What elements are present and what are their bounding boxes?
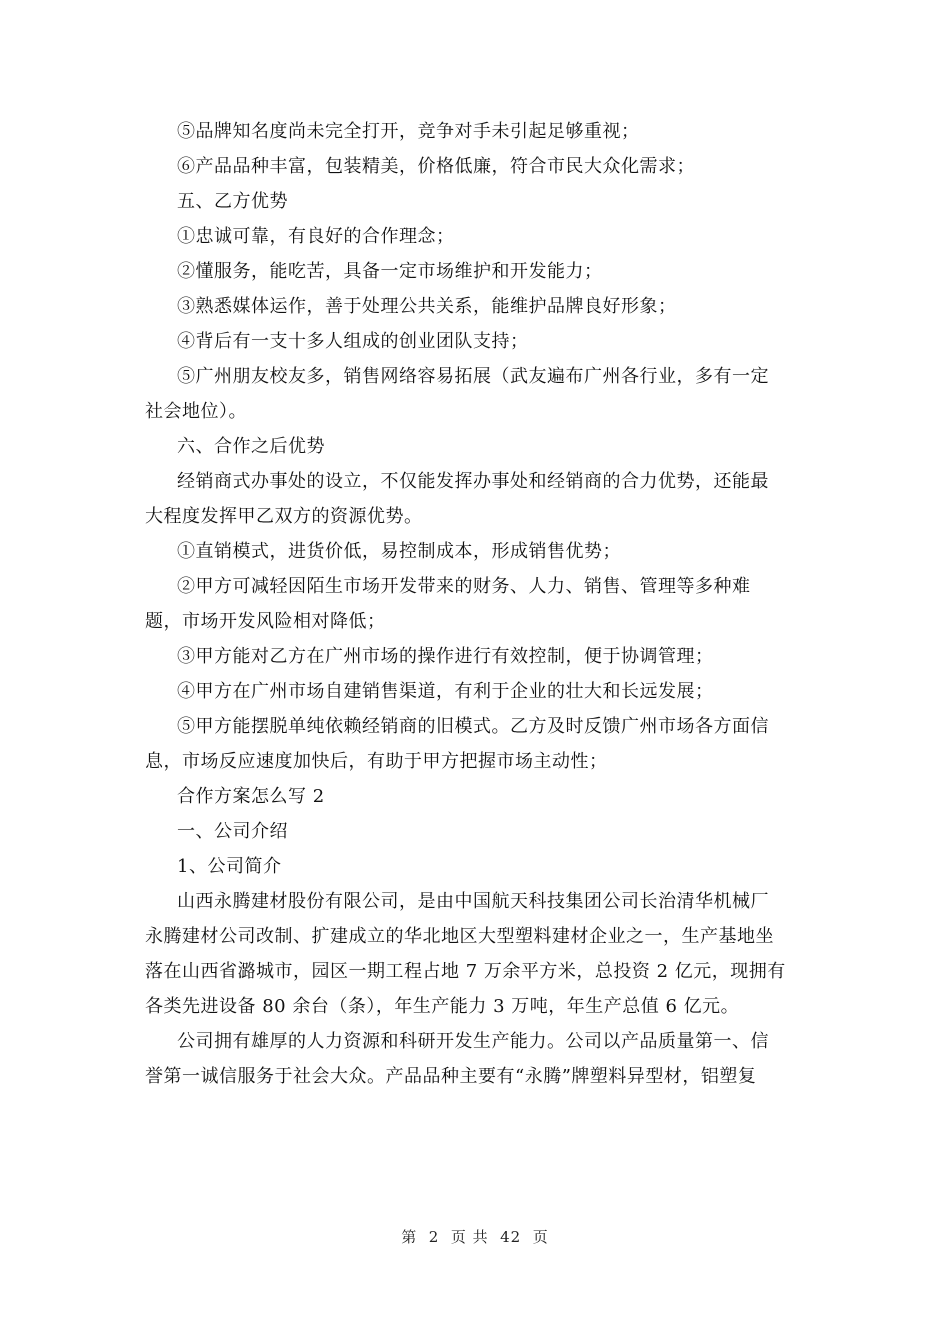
text-line: 大程度发挥甲乙双方的资源优势。 xyxy=(145,506,423,527)
text-line: 题，市场开发风险相对降低； xyxy=(145,611,386,632)
text-line: ①直销模式，进货价低，易控制成本，形成销售优势； xyxy=(177,541,621,562)
text-line: ①忠诚可靠，有良好的合作理念； xyxy=(177,226,455,247)
text-line: 永腾建材公司改制、扩建成立的华北地区大型塑料建材企业之一，生产基地坐 xyxy=(145,926,774,947)
text-line: ⑤品牌知名度尚未完全打开，竞争对手未引起足够重视； xyxy=(177,121,640,142)
text-line: 落在山西省潞城市，园区一期工程占地 7 万余平方米，总投资 2 亿元，现拥有 xyxy=(145,961,786,982)
text-line: 五、乙方优势 xyxy=(177,191,288,212)
text-line: ②甲方可减轻因陌生市场开发带来的财务、人力、销售、管理等多种难 xyxy=(177,576,751,597)
text-line: ③熟悉媒体运作，善于处理公共关系，能维护品牌良好形象； xyxy=(177,296,677,317)
text-line: 合作方案怎么写 2 xyxy=(177,786,325,807)
page-footer: 第 2 页 共 42 页 xyxy=(401,1228,549,1246)
text-line: ⑤甲方能摆脱单纯依赖经销商的旧模式。乙方及时反馈广州市场各方面信 xyxy=(177,716,769,737)
text-line: 各类先进设备 80 余台（条），年生产能力 3 万吨，年生产总值 6 亿元。 xyxy=(145,996,740,1017)
text-line: 六、合作之后优势 xyxy=(177,436,325,457)
text-line: ②懂服务，能吃苦，具备一定市场维护和开发能力； xyxy=(177,261,603,282)
text-line: 誉第一诚信服务于社会大众。产品品种主要有“永腾”牌塑料异型材，铝塑复 xyxy=(145,1066,757,1087)
text-line: 经销商式办事处的设立，不仅能发挥办事处和经销商的合力优势，还能最 xyxy=(177,471,769,492)
text-line: 一、公司介绍 xyxy=(177,821,288,842)
text-line: ⑤广州朋友校友多，销售网络容易拓展（武友遍布广州各行业，多有一定 xyxy=(177,366,769,387)
text-line: ④背后有一支十多人组成的创业团队支持； xyxy=(177,331,529,352)
text-line: ③甲方能对乙方在广州市场的操作进行有效控制，便于协调管理； xyxy=(177,646,714,667)
text-line: 社会地位）。 xyxy=(145,401,247,422)
text-line: ④甲方在广州市场自建销售渠道，有利于企业的壮大和长远发展； xyxy=(177,681,714,702)
text-line: 山西永腾建材股份有限公司，是由中国航天科技集团公司长治清华机械厂 xyxy=(177,891,769,912)
text-line: ⑥产品品种丰富，包装精美，价格低廉，符合市民大众化需求； xyxy=(177,156,695,177)
document-body xyxy=(145,114,800,1094)
text-line: 公司拥有雄厚的人力资源和科研开发生产能力。公司以产品质量第一、信 xyxy=(177,1031,769,1052)
text-line: 息，市场反应速度加快后，有助于甲方把握市场主动性； xyxy=(145,751,608,772)
text-line: 1、公司简介 xyxy=(177,856,282,877)
